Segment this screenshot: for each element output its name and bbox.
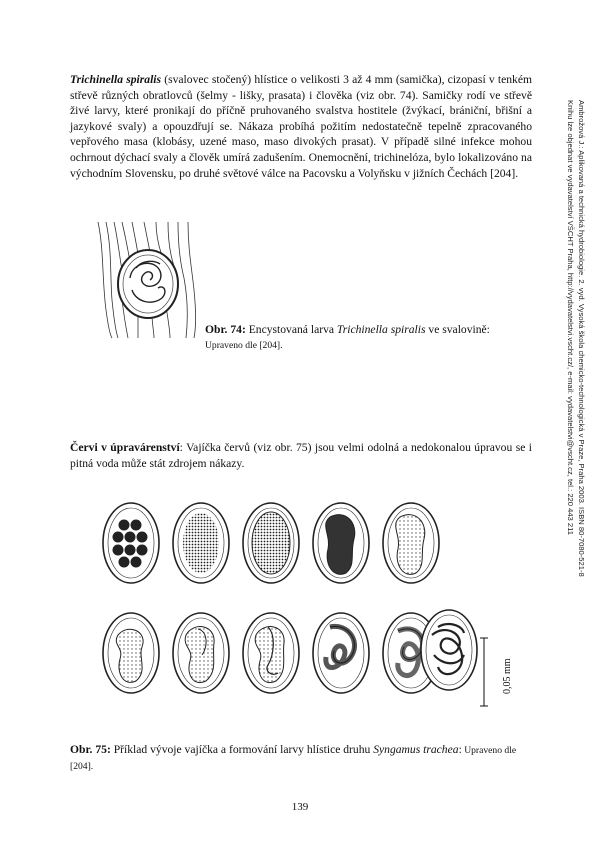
- egg-stage-9: [313, 613, 369, 693]
- scale-bar-label: 0,05 mm: [502, 658, 513, 694]
- page-number: 139: [291, 801, 309, 813]
- figure-75-species: Syngamus trachea: [373, 743, 459, 756]
- egg-stage-8: [243, 613, 299, 693]
- trichinella-text: (svalovec stočený) hlístice o velikosti 3 až 4 mm (samička), cizopasí v tenkém střevě různých obratlovců (šelmy - lišky, prasata) i člověka (viz obr. 74). Samičky rodí ve střevě živé larvy, které pronikají do příčně pruhovaného svalstva hostitele (žvýkací, brániční, břišní a jazykové svaly) a opouzdřují se. Nákaza probíhá požitím nedostatečně tepelně zpracovaného vepřového masa (klobásy, uzené maso, maso divokých prasat). V případě silné infekce mohou ochrnout dýchací svaly a člověk umírá zadušením. Onemocnění, trichinelóza, bylo lokalizováno na východním Slovensku, po druhé světové válce na Pacovsku a Volyňsku v jižních Čechách [204].: [70, 73, 532, 180]
- worms-heading: Červi v úpravárenství: [70, 441, 180, 454]
- sidebar-contact: Knihu lze objednat ve vydavatelství VŠCHT Praha, http://vydavatelstvi.vscht.cz/, e-mail: vydavatelstvi@vscht.cz, tel.: 220 443 211: [566, 100, 576, 535]
- encysted-larva-figure: [92, 220, 200, 340]
- figure-74-caption: [205, 322, 535, 353]
- trichinella-term: Trichinella spiralis: [70, 73, 162, 86]
- egg-stage-12: [418, 605, 480, 695]
- trichinella-paragraph: [70, 72, 532, 181]
- worms-text: : Vajíčka červů (viz obr. 75) jsou velmi odolná a nedokonalou úpravou se i pitná voda může stát zdrojem nákazy.: [70, 441, 532, 470]
- worms-paragraph: [70, 440, 532, 471]
- figure-75-colon: :: [458, 743, 462, 756]
- figure-75-label: Obr. 75:: [70, 743, 111, 756]
- figure-74-caption-text: Encystovaná larva: [245, 323, 337, 336]
- egg-stage-6: [103, 613, 159, 693]
- figure-74-caption-end: ve svalovině:: [425, 323, 490, 336]
- figure-75-caption: [70, 742, 540, 774]
- egg-stage-2: [173, 503, 229, 583]
- egg-stage-7: [173, 613, 229, 693]
- figure-75-source: Upraveno dle [204].: [70, 745, 517, 772]
- figure-74-source: Upraveno dle [204].: [205, 340, 283, 351]
- sidebar-citation: Ambrožová J.: Aplikovaná a technická hydrobiologie. 2. vyd. Vysoká škola chemicko-technologická v Praze, Praha 2003. ISBN 80-7080-521-8: [577, 100, 586, 577]
- scale-bar: [476, 634, 512, 719]
- egg-stage-1: [103, 503, 159, 583]
- egg-stage-3: [243, 503, 299, 583]
- figure-74-label: Obr. 74:: [205, 323, 246, 336]
- publisher-sidebar: [565, 100, 586, 577]
- egg-stage-4: [313, 503, 369, 583]
- egg-stage-5: [383, 503, 439, 583]
- figure-75-caption-text: Příklad vývoje vajíčka a formování larvy hlístice druhu: [110, 743, 374, 756]
- figure-74-species: Trichinella spiralis: [336, 323, 426, 336]
